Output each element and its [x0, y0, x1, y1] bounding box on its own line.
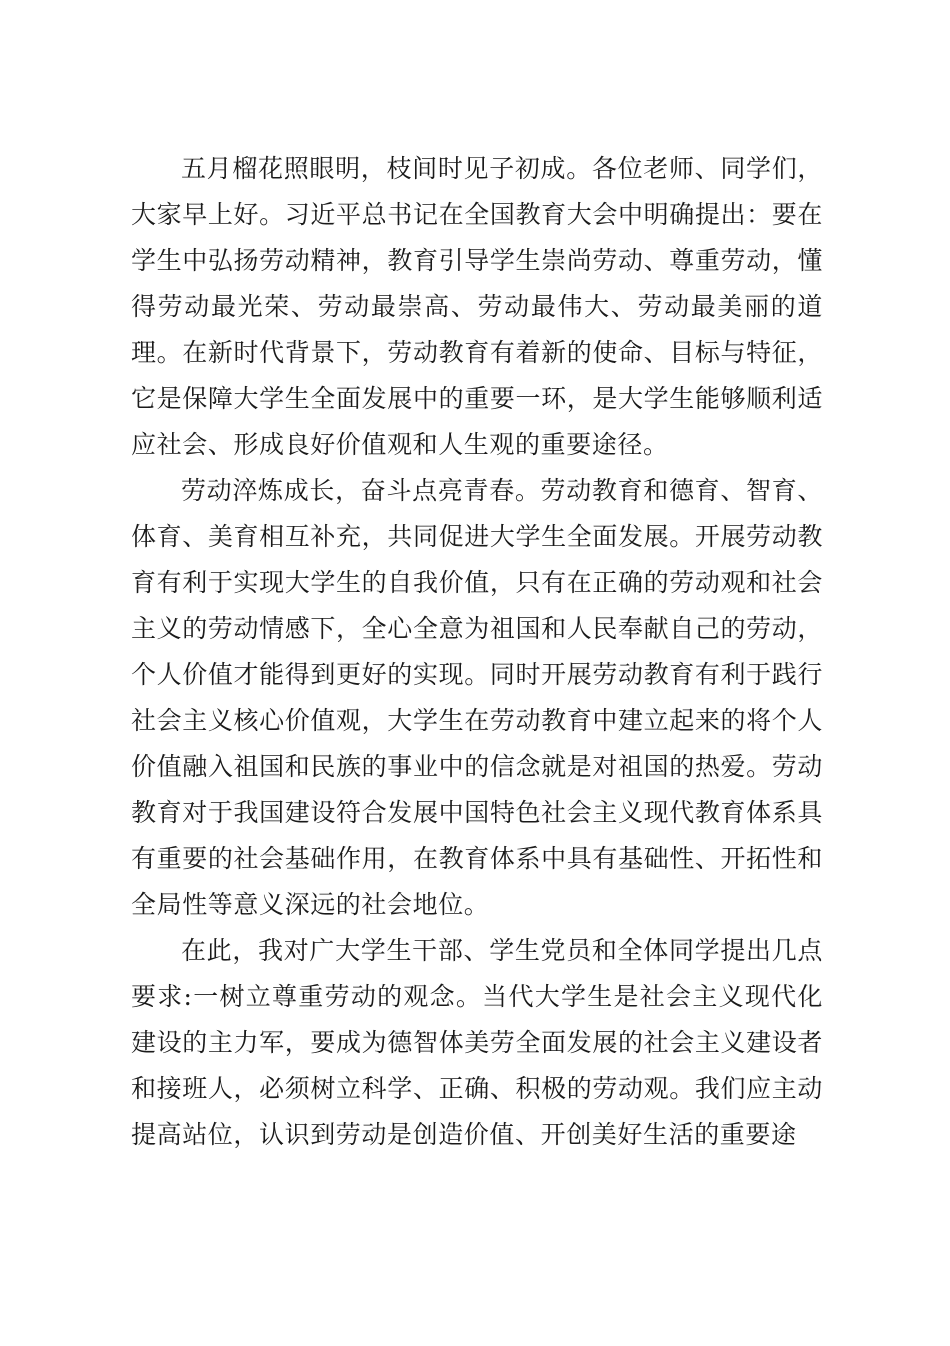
paragraph-2: 劳动淬炼成长，奋斗点亮青春。劳动教育和德育、智育、体育、美育相互补充，共同促进大学生全面发展。开展劳动教育有利于实现大学生的自我价值，只有在正确的劳动观和社会主义的劳动情感下，全心全意为祖国和人民奉献自己的劳动，个人价值才能得到更好的实现。同时开展劳动教育有利于践行社会主义核心价值观，大学生在劳动教育中建立起来的将个人价值融入祖国和民族的事业中的信念就是对祖国的热爱。劳动教育对于我国建设符合发展中国特色社会主义现代教育体系具有重要的社会基础作用，在教育体系中具有基础性、开拓性和全局性等意义深远的社会地位。	[131, 476, 823, 919]
paragraph-3: 在此，我对广大学生干部、学生党员和全体同学提出几点要求:一树立尊重劳动的观念。当代大学生是社会主义现代化建设的主力军，要成为德智体美劳全面发展的社会主义建设者和接班人，必须树立科学、正确、积极的劳动观。我们应主动提高站位，认识到劳动是创造价值、开创美好生活的重要途	[131, 936, 823, 1149]
paragraph-1: 五月榴花照眼明，枝间时见子初成。各位老师、同学们，大家早上好。习近平总书记在全国教育大会中明确提出：要在学生中弘扬劳动精神，教育引导学生崇尚劳动、尊重劳动，懂得劳动最光荣、劳动最崇高、劳动最伟大、劳动最美丽的道理。在新时代背景下，劳动教育有着新的使命、目标与特征，它是保障大学生全面发展中的重要一环，是大学生能够顺利适应社会、形成良好价值观和人生观的重要途径。	[131, 154, 823, 459]
document-body	[131, 146, 823, 1158]
